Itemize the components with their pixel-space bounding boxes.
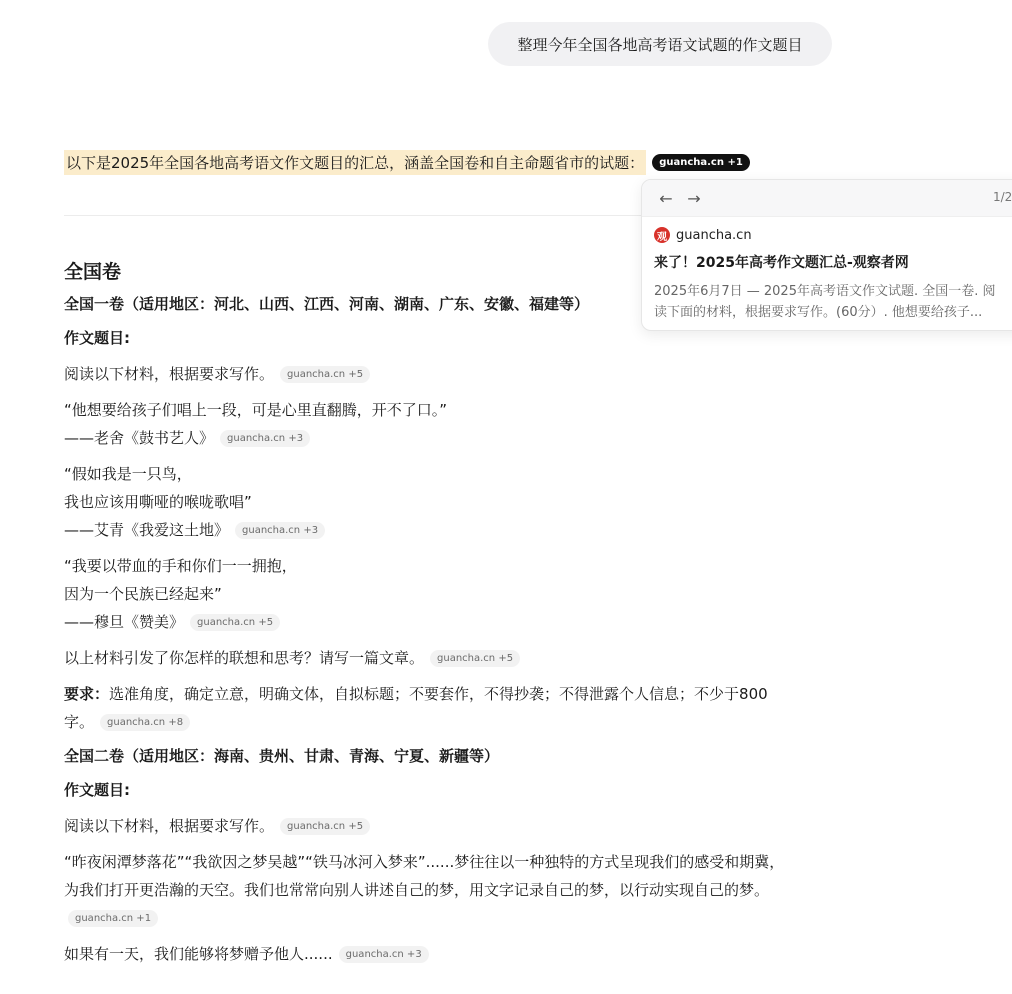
attribution-text: ——艾青《我爱这土地》	[64, 521, 230, 539]
paper1-topic-label: 作文题目:	[64, 329, 130, 347]
source-title-link[interactable]: 来了！2025年高考作文题汇总-观察者网	[654, 255, 909, 271]
source-chip[interactable]: guancha.cn +3	[220, 430, 310, 447]
requirements-text: 字。	[64, 713, 95, 731]
paper1-read-text: 阅读以下材料，根据要求写作。	[64, 365, 275, 383]
source-preview-popup	[641, 179, 1012, 331]
paper2-read-text: 阅读以下材料，根据要求写作。	[64, 817, 275, 835]
answer-content	[64, 256, 824, 968]
attribution-text: ——穆旦《赞美》	[64, 613, 185, 631]
paper1-read-line	[64, 360, 824, 388]
snippet-line: 2025年6月7日 — 2025年高考语文作文试题. 全国一卷. 阅	[654, 284, 996, 299]
paper2-last-line	[64, 940, 824, 968]
paper1-prompt	[64, 644, 824, 672]
last-line-text: 如果有一天，我们能够将梦赠予他人......	[64, 945, 333, 963]
quote-line: “他想要给孩子们唱上一段，可是心里直翻腾，开不了口。”	[64, 401, 448, 419]
requirements-line	[64, 708, 824, 736]
site-favicon-icon: 观	[654, 227, 670, 243]
prompt-text: 以上材料引发了你怎样的联想和思考？请写一篇文章。	[64, 649, 425, 667]
arrow-left-icon[interactable]: ←	[659, 188, 673, 208]
paper2-paragraph	[64, 848, 824, 932]
user-message-bubble	[488, 22, 832, 66]
popup-body[interactable]	[642, 217, 1012, 331]
source-snippet	[654, 281, 1012, 323]
source-chip[interactable]: guancha.cn +3	[235, 522, 325, 539]
source-site-name: guancha.cn	[676, 227, 752, 243]
source-chip[interactable]: guancha.cn +8	[100, 714, 190, 731]
section-title: 全国卷	[64, 261, 122, 283]
quote-line: “我要以带血的手和你们一一拥抱，	[64, 557, 297, 575]
quote-attribution	[64, 516, 824, 544]
source-site-row	[654, 227, 1012, 243]
page-indicator: 1/2	[993, 190, 1012, 204]
divider	[64, 215, 644, 216]
intro-highlight-text[interactable]: 以下是2025年全国各地高考语文作文题目的汇总，涵盖全国卷和自主命题省市的试题：	[64, 150, 646, 175]
popup-header	[642, 180, 1012, 217]
paper2-read-line	[64, 812, 824, 840]
paper1-quote-1	[64, 396, 824, 452]
snippet-line: 读下面的材料，根据要求写作。(60分）. 他想要给孩子...	[654, 305, 983, 320]
requirements-line	[64, 680, 824, 708]
paragraph-chip-line	[64, 904, 824, 932]
quote-attribution	[64, 424, 824, 452]
source-chip[interactable]: guancha.cn +5	[280, 366, 370, 383]
source-chip-active[interactable]: guancha.cn +1	[652, 154, 750, 171]
source-chip[interactable]: guancha.cn +5	[430, 650, 520, 667]
source-chip[interactable]: guancha.cn +5	[190, 614, 280, 631]
requirements-label: 要求：	[64, 685, 110, 703]
attribution-text: ——老舍《鼓书艺人》	[64, 429, 215, 447]
answer-intro	[64, 150, 750, 174]
paper1-requirements	[64, 680, 824, 736]
source-chip[interactable]: guancha.cn +3	[339, 946, 429, 963]
quote-attribution	[64, 608, 824, 636]
requirements-text: 选准角度，确定立意，明确文体，自拟标题；不要套作，不得抄袭；不得泄露个人信息；不少于800	[109, 685, 768, 703]
paper2-topic-label: 作文题目:	[64, 781, 130, 799]
source-chip[interactable]: guancha.cn +5	[280, 818, 370, 835]
paper1-quote-2	[64, 460, 824, 544]
user-message-text: 整理今年全国各地高考语文试题的作文题目	[517, 35, 803, 54]
quote-line: 因为一个民族已经起来”	[64, 585, 222, 603]
paragraph-line: “昨夜闲潭梦落花”“我欲因之梦吴越”“铁马冰河入梦来”......梦往往以一种独特的方式呈现我们的感受和期冀，	[64, 853, 785, 871]
arrow-right-icon[interactable]: →	[687, 188, 701, 208]
paper1-heading: 全国一卷（适用地区：河北、山西、江西、河南、湖南、广东、安徽、福建等）	[64, 295, 590, 313]
quote-line: 我也应该用嘶哑的喉咙歌唱”	[64, 493, 252, 511]
quote-line: “假如我是一只鸟，	[64, 465, 192, 483]
paper2-heading: 全国二卷（适用地区：海南、贵州、甘肃、青海、宁夏、新疆等）	[64, 747, 500, 765]
paragraph-line: 为我们打开更浩瀚的天空。我们也常常向别人讲述自己的梦，用文字记录自己的梦，以行动实现自己的梦。	[64, 881, 770, 899]
paper1-quote-3	[64, 552, 824, 636]
source-chip[interactable]: guancha.cn +1	[68, 910, 158, 927]
